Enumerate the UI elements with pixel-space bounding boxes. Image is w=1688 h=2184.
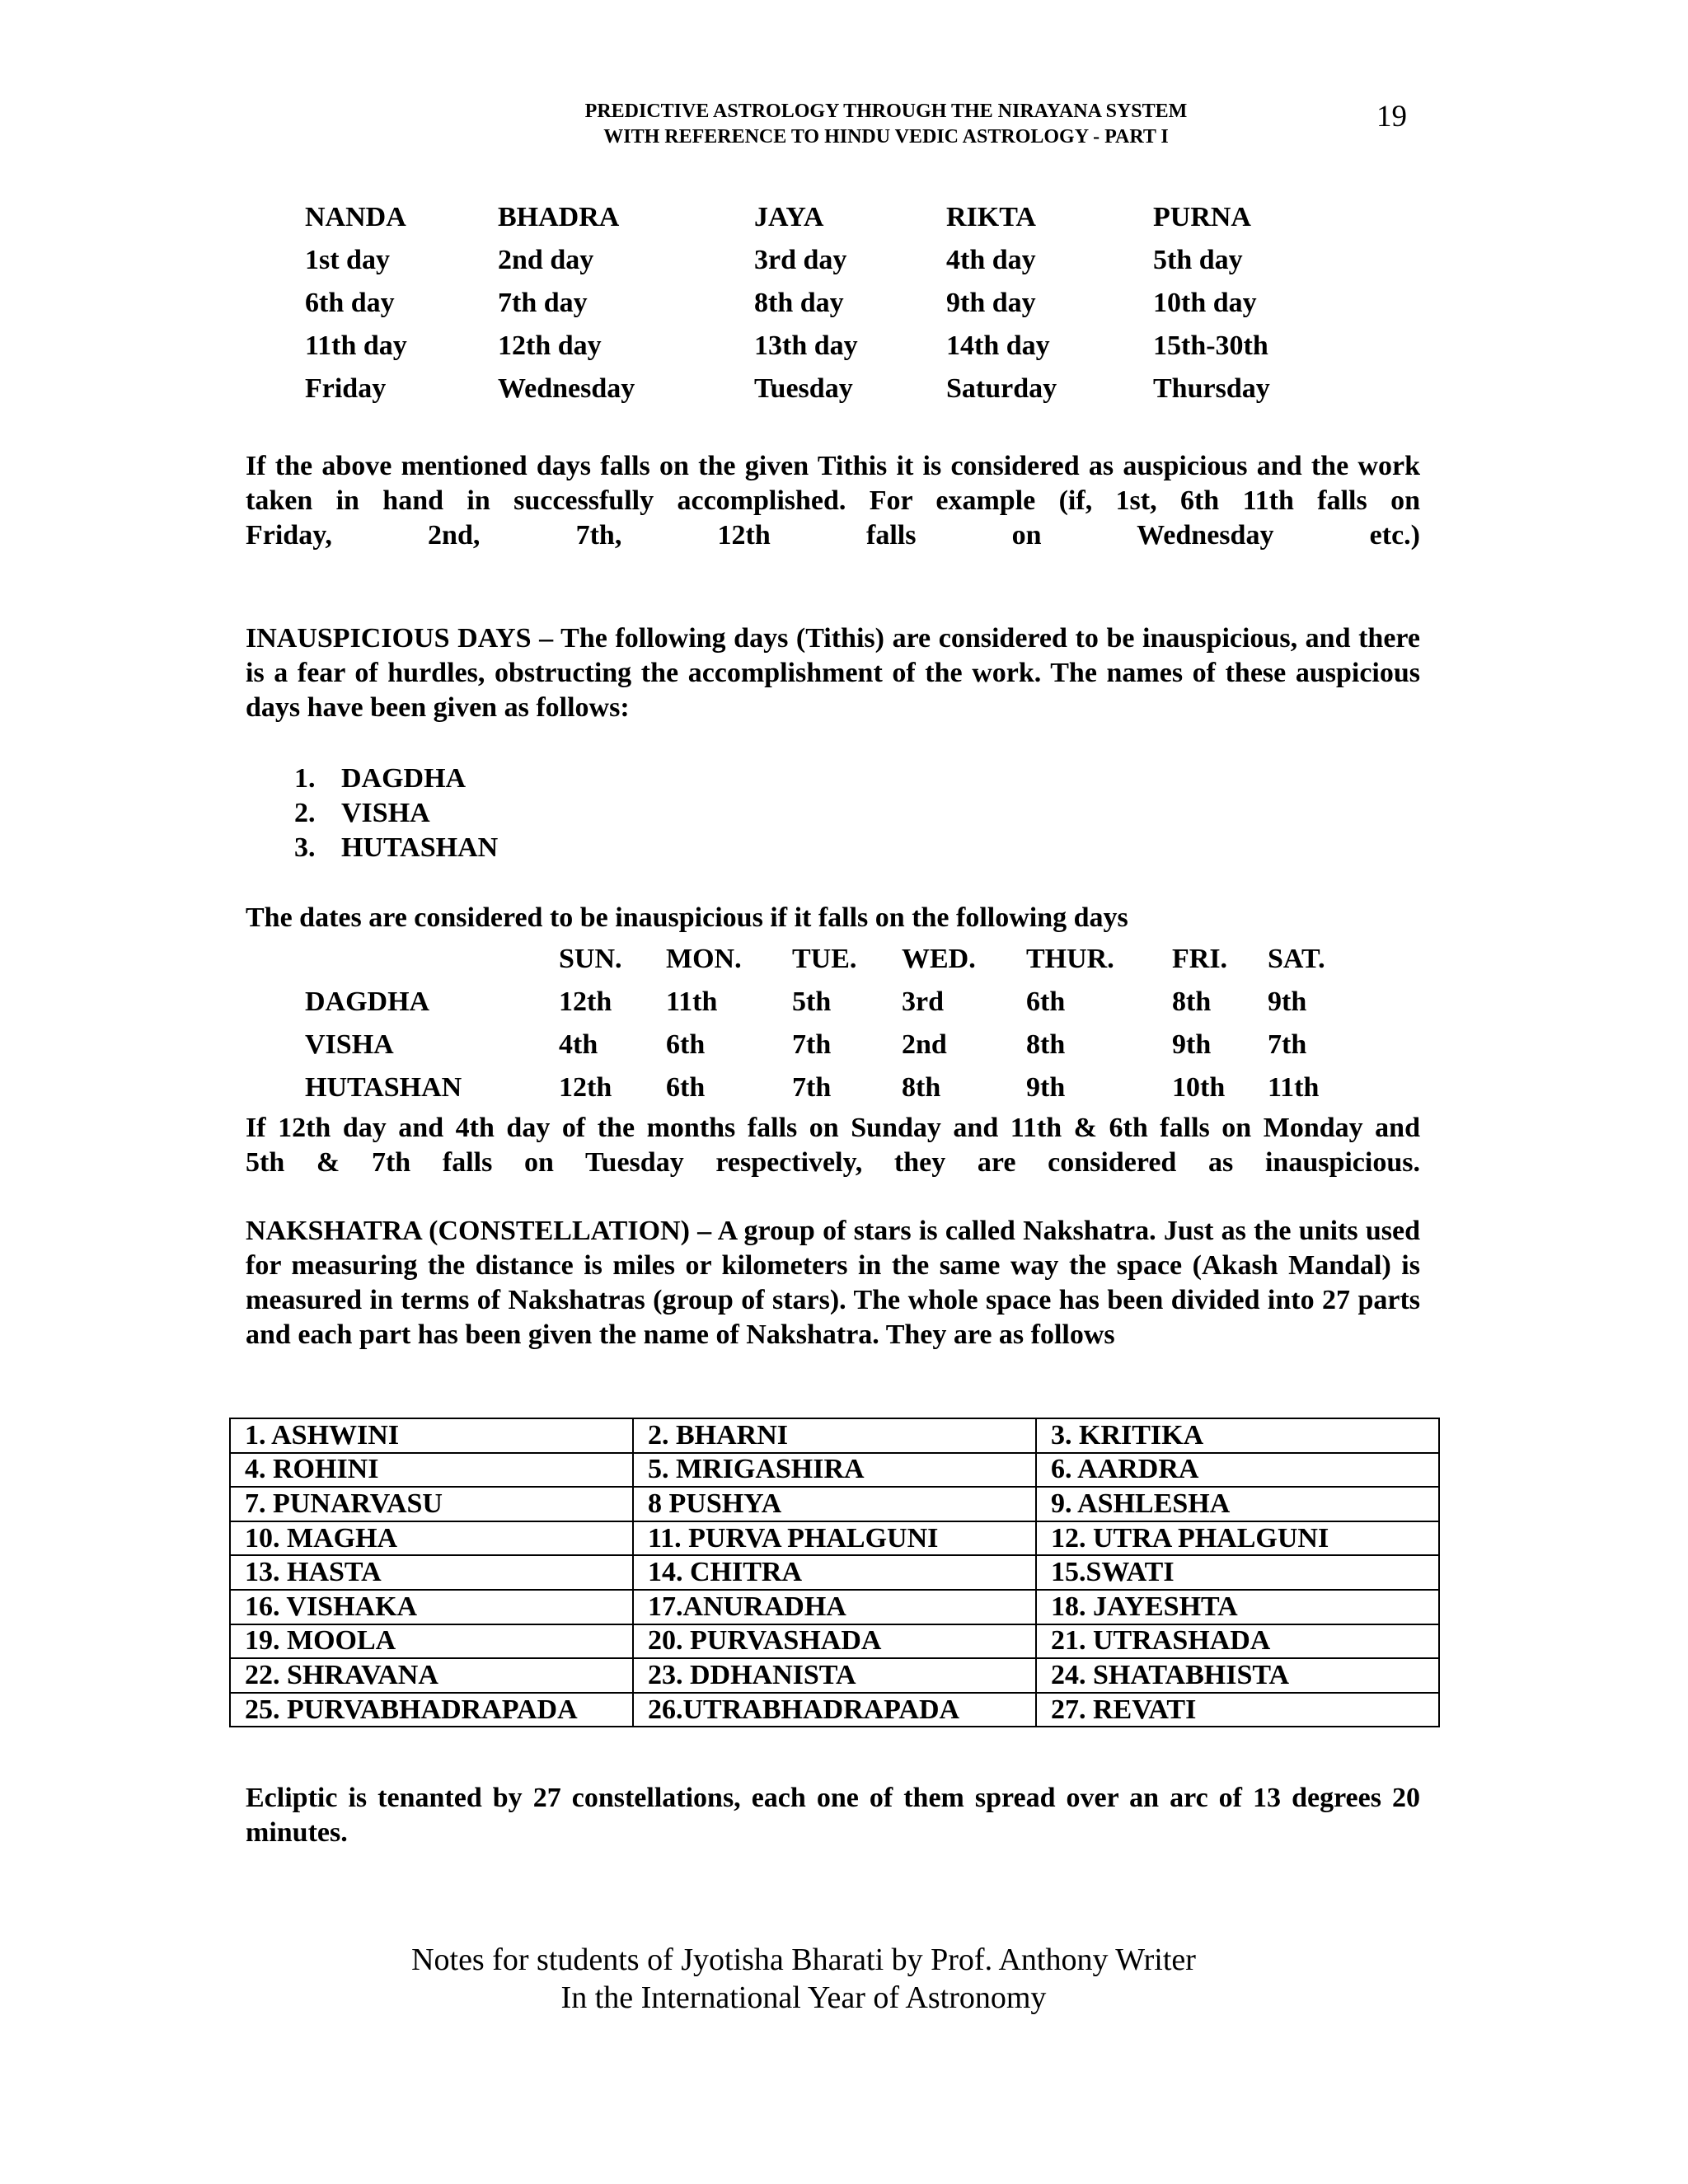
weekday-header: SAT. (1268, 944, 1325, 974)
nakshatra-cell: 6. AARDRA (1036, 1453, 1439, 1488)
weekday-cell: 8th (1172, 987, 1212, 1017)
weekday-cell: 9th (1172, 1029, 1212, 1060)
nakshatra-cell: 7. PUNARVASU (230, 1487, 633, 1521)
nakshatra-cell: 12. UTRA PHALGUNI (1036, 1521, 1439, 1556)
tithi-cell: 13th day (754, 330, 858, 361)
nakshatra-cell: 2. BHARNI (633, 1418, 1036, 1453)
weekday-header: TUE. (792, 944, 857, 974)
weekday-header: SUN. (559, 944, 622, 974)
nakshatra-cell: 26.UTRABHADRAPADA (633, 1693, 1036, 1727)
nakshatra-paragraph: NAKSHATRA (CONSTELLATION) – A group of stars is called Nakshatra. Just as the units used for measuring the distance is miles or kilometers in the same way the space (Akash Mandal) is measured in terms of Nakshatras (group of stars). The whole space has been divided into 27 parts and each part has been given the name of Nakshatra. They are as follows (246, 1216, 1420, 1350)
table-row (230, 1487, 1439, 1521)
weekday-cell: 3rd (902, 987, 944, 1017)
nakshatra-cell: 3. KRITIKA (1036, 1418, 1439, 1453)
nakshatra-cell: 24. SHATABHISTA (1036, 1658, 1439, 1693)
tithi-cell: Wednesday (498, 373, 635, 404)
nakshatra-cell: 16. VISHAKA (230, 1590, 633, 1624)
nakshatra-cell: 17.ANURADHA (633, 1590, 1036, 1624)
nakshatra-cell: 13. HASTA (230, 1555, 633, 1590)
nakshatra-table (229, 1418, 1440, 1727)
auspicious-paragraph (246, 449, 1420, 553)
list-number: 1. (294, 763, 316, 794)
tithi-cell: 8th day (754, 288, 844, 318)
tithi-cell: 9th day (946, 288, 1036, 318)
list-item-name: DAGDHA (341, 763, 467, 794)
weekday-cell: 6th (666, 1029, 706, 1060)
weekday-cell: 8th (1026, 1029, 1066, 1060)
weekday-cell: 9th (1026, 1072, 1066, 1103)
tithi-cell: Thursday (1153, 373, 1270, 404)
tithi-cell: 4th day (946, 245, 1036, 275)
footer-line-2: In the International Year of Astronomy (560, 1980, 1047, 2015)
nakshatra-cell: 4. ROHINI (230, 1453, 633, 1488)
list-item-name: VISHA (341, 798, 430, 828)
weekday-cell: 12th (559, 987, 612, 1017)
nakshatra-cell: 11. PURVA PHALGUNI (633, 1521, 1036, 1556)
nakshatra-cell: 5. MRIGASHIRA (633, 1453, 1036, 1488)
tithi-cell: 7th day (498, 288, 588, 318)
table-row (230, 1590, 1439, 1624)
weekday-header: MON. (666, 944, 742, 974)
table-row (230, 1658, 1439, 1693)
dates-intro: The dates are considered to be inauspicious if it falls on the following days (246, 902, 1128, 933)
tithi-cell: 12th day (498, 330, 602, 361)
months-paragraph-line-1: If 12th day and 4th day of the months falls on Sunday and 11th & 6th falls on Monday and (246, 1113, 1420, 1143)
nakshatra-cell: 18. JAYESHTA (1036, 1590, 1439, 1624)
weekday-cell: 5th (792, 987, 832, 1017)
tithi-cell: Tuesday (754, 373, 853, 404)
nakshatra-cell: 25. PURVABHADRAPADA (230, 1693, 633, 1727)
list-item-name: HUTASHAN (341, 832, 499, 863)
table-row (230, 1693, 1439, 1727)
tithi-cell: 15th-30th (1153, 330, 1268, 361)
running-header (363, 99, 1409, 150)
tithi-cell: 14th day (946, 330, 1050, 361)
weekday-cell: 6th (1026, 987, 1066, 1017)
tithi-cell: 2nd day (498, 245, 594, 275)
nakshatra-cell: 14. CHITRA (633, 1555, 1036, 1590)
weekday-cell: 7th (1268, 1029, 1307, 1060)
nakshatra-cell: 27. REVATI (1036, 1693, 1439, 1727)
weekday-cell: 7th (792, 1029, 832, 1060)
list-number: 2. (294, 798, 316, 828)
weekday-cell: 7th (792, 1072, 832, 1103)
tithi-cell: 1st day (305, 245, 390, 275)
weekday-cell: 11th (1268, 1072, 1320, 1103)
header-line-1: PREDICTIVE ASTROLOGY THROUGH THE NIRAYANA SYSTEM (584, 101, 1188, 122)
nakshatra-cell: 10. MAGHA (230, 1521, 633, 1556)
nakshatra-cell: 22. SHRAVANA (230, 1658, 633, 1693)
tithi-header-nanda: NANDA (305, 202, 406, 232)
nakshatra-cell: 9. ASHLESHA (1036, 1487, 1439, 1521)
nakshatra-cell: 20. PURVASHADA (633, 1624, 1036, 1659)
auspicious-paragraph-last-line: Friday, 2nd, 7th, 12th falls on Wednesday etc.) (246, 520, 1420, 551)
table-row (230, 1521, 1439, 1556)
weekday-cell: 10th (1172, 1072, 1226, 1103)
footer (330, 1941, 1278, 2017)
table-row (230, 1555, 1439, 1590)
weekday-cell: 8th (902, 1072, 941, 1103)
weekday-cell: 6th (666, 1072, 706, 1103)
tithi-cell: Friday (305, 373, 387, 404)
tithi-header-purna: PURNA (1153, 202, 1251, 232)
table-row (230, 1453, 1439, 1488)
weekday-cell: 12th (559, 1072, 612, 1103)
page-number: 19 (1376, 100, 1407, 134)
auspicious-paragraph-body: If the above mentioned days falls on the given Tithis it is considered as auspicious and the work taken in hand in successfully accomplished. For example (if, 1st, 6th 11th falls on (246, 451, 1420, 516)
list-number: 3. (294, 832, 316, 863)
weekday-row-label: DAGDHA (305, 987, 430, 1017)
tithi-header-jaya: JAYA (754, 202, 824, 232)
weekday-header: WED. (902, 944, 976, 974)
list-item (294, 831, 498, 865)
weekday-cell: 4th (559, 1029, 598, 1060)
inauspicious-days-paragraph: INAUSPICIOUS DAYS – The following days (Tithis) are considered to be inauspicious, and there is a fear of hurdles, obstructing the accomplishment of the work. The names of these auspicious days have been given as follows: (246, 623, 1420, 723)
tithi-cell: 6th day (305, 288, 395, 318)
tithi-cell: 5th day (1153, 245, 1243, 275)
weekday-cell: 2nd (902, 1029, 947, 1060)
weekday-header: THUR. (1026, 944, 1114, 974)
nakshatra-cell: 1. ASHWINI (230, 1418, 633, 1453)
tithi-header-rikta: RIKTA (946, 202, 1036, 232)
tithi-cell: 10th day (1153, 288, 1257, 318)
ecliptic-paragraph: Ecliptic is tenanted by 27 constellations, each one of them spread over an arc of 13 degrees 20 minutes. (246, 1783, 1420, 1848)
list-item (294, 796, 498, 831)
months-paragraph (246, 1111, 1420, 1180)
nakshatra-cell: 15.SWATI (1036, 1555, 1439, 1590)
months-paragraph-line-2: 5th & 7th falls on Tuesday respectively, they are considered as inauspicious. (246, 1147, 1420, 1178)
table-row (230, 1624, 1439, 1659)
tithi-cell: Saturday (946, 373, 1057, 404)
inauspicious-list (294, 762, 498, 865)
table-row (230, 1418, 1439, 1453)
header-line-2: WITH REFERENCE TO HINDU VEDIC ASTROLOGY - PART I (603, 126, 1169, 148)
nakshatra-cell: 19. MOOLA (230, 1624, 633, 1659)
weekday-header: FRI. (1172, 944, 1228, 974)
list-item (294, 762, 498, 796)
weekday-cell: 9th (1268, 987, 1307, 1017)
weekday-row-label: VISHA (305, 1029, 394, 1060)
tithi-cell: 11th day (305, 330, 407, 361)
nakshatra-cell: 23. DDHANISTA (633, 1658, 1036, 1693)
nakshatra-cell: 21. UTRASHADA (1036, 1624, 1439, 1659)
tithi-header-bhadra: BHADRA (498, 202, 620, 232)
nakshatra-cell: 8 PUSHYA (633, 1487, 1036, 1521)
footer-line-1: Notes for students of Jyotisha Bharati by Prof. Anthony Writer (411, 1943, 1196, 1977)
weekday-cell: 11th (666, 987, 718, 1017)
weekday-row-label: HUTASHAN (305, 1072, 462, 1103)
tithi-cell: 3rd day (754, 245, 847, 275)
